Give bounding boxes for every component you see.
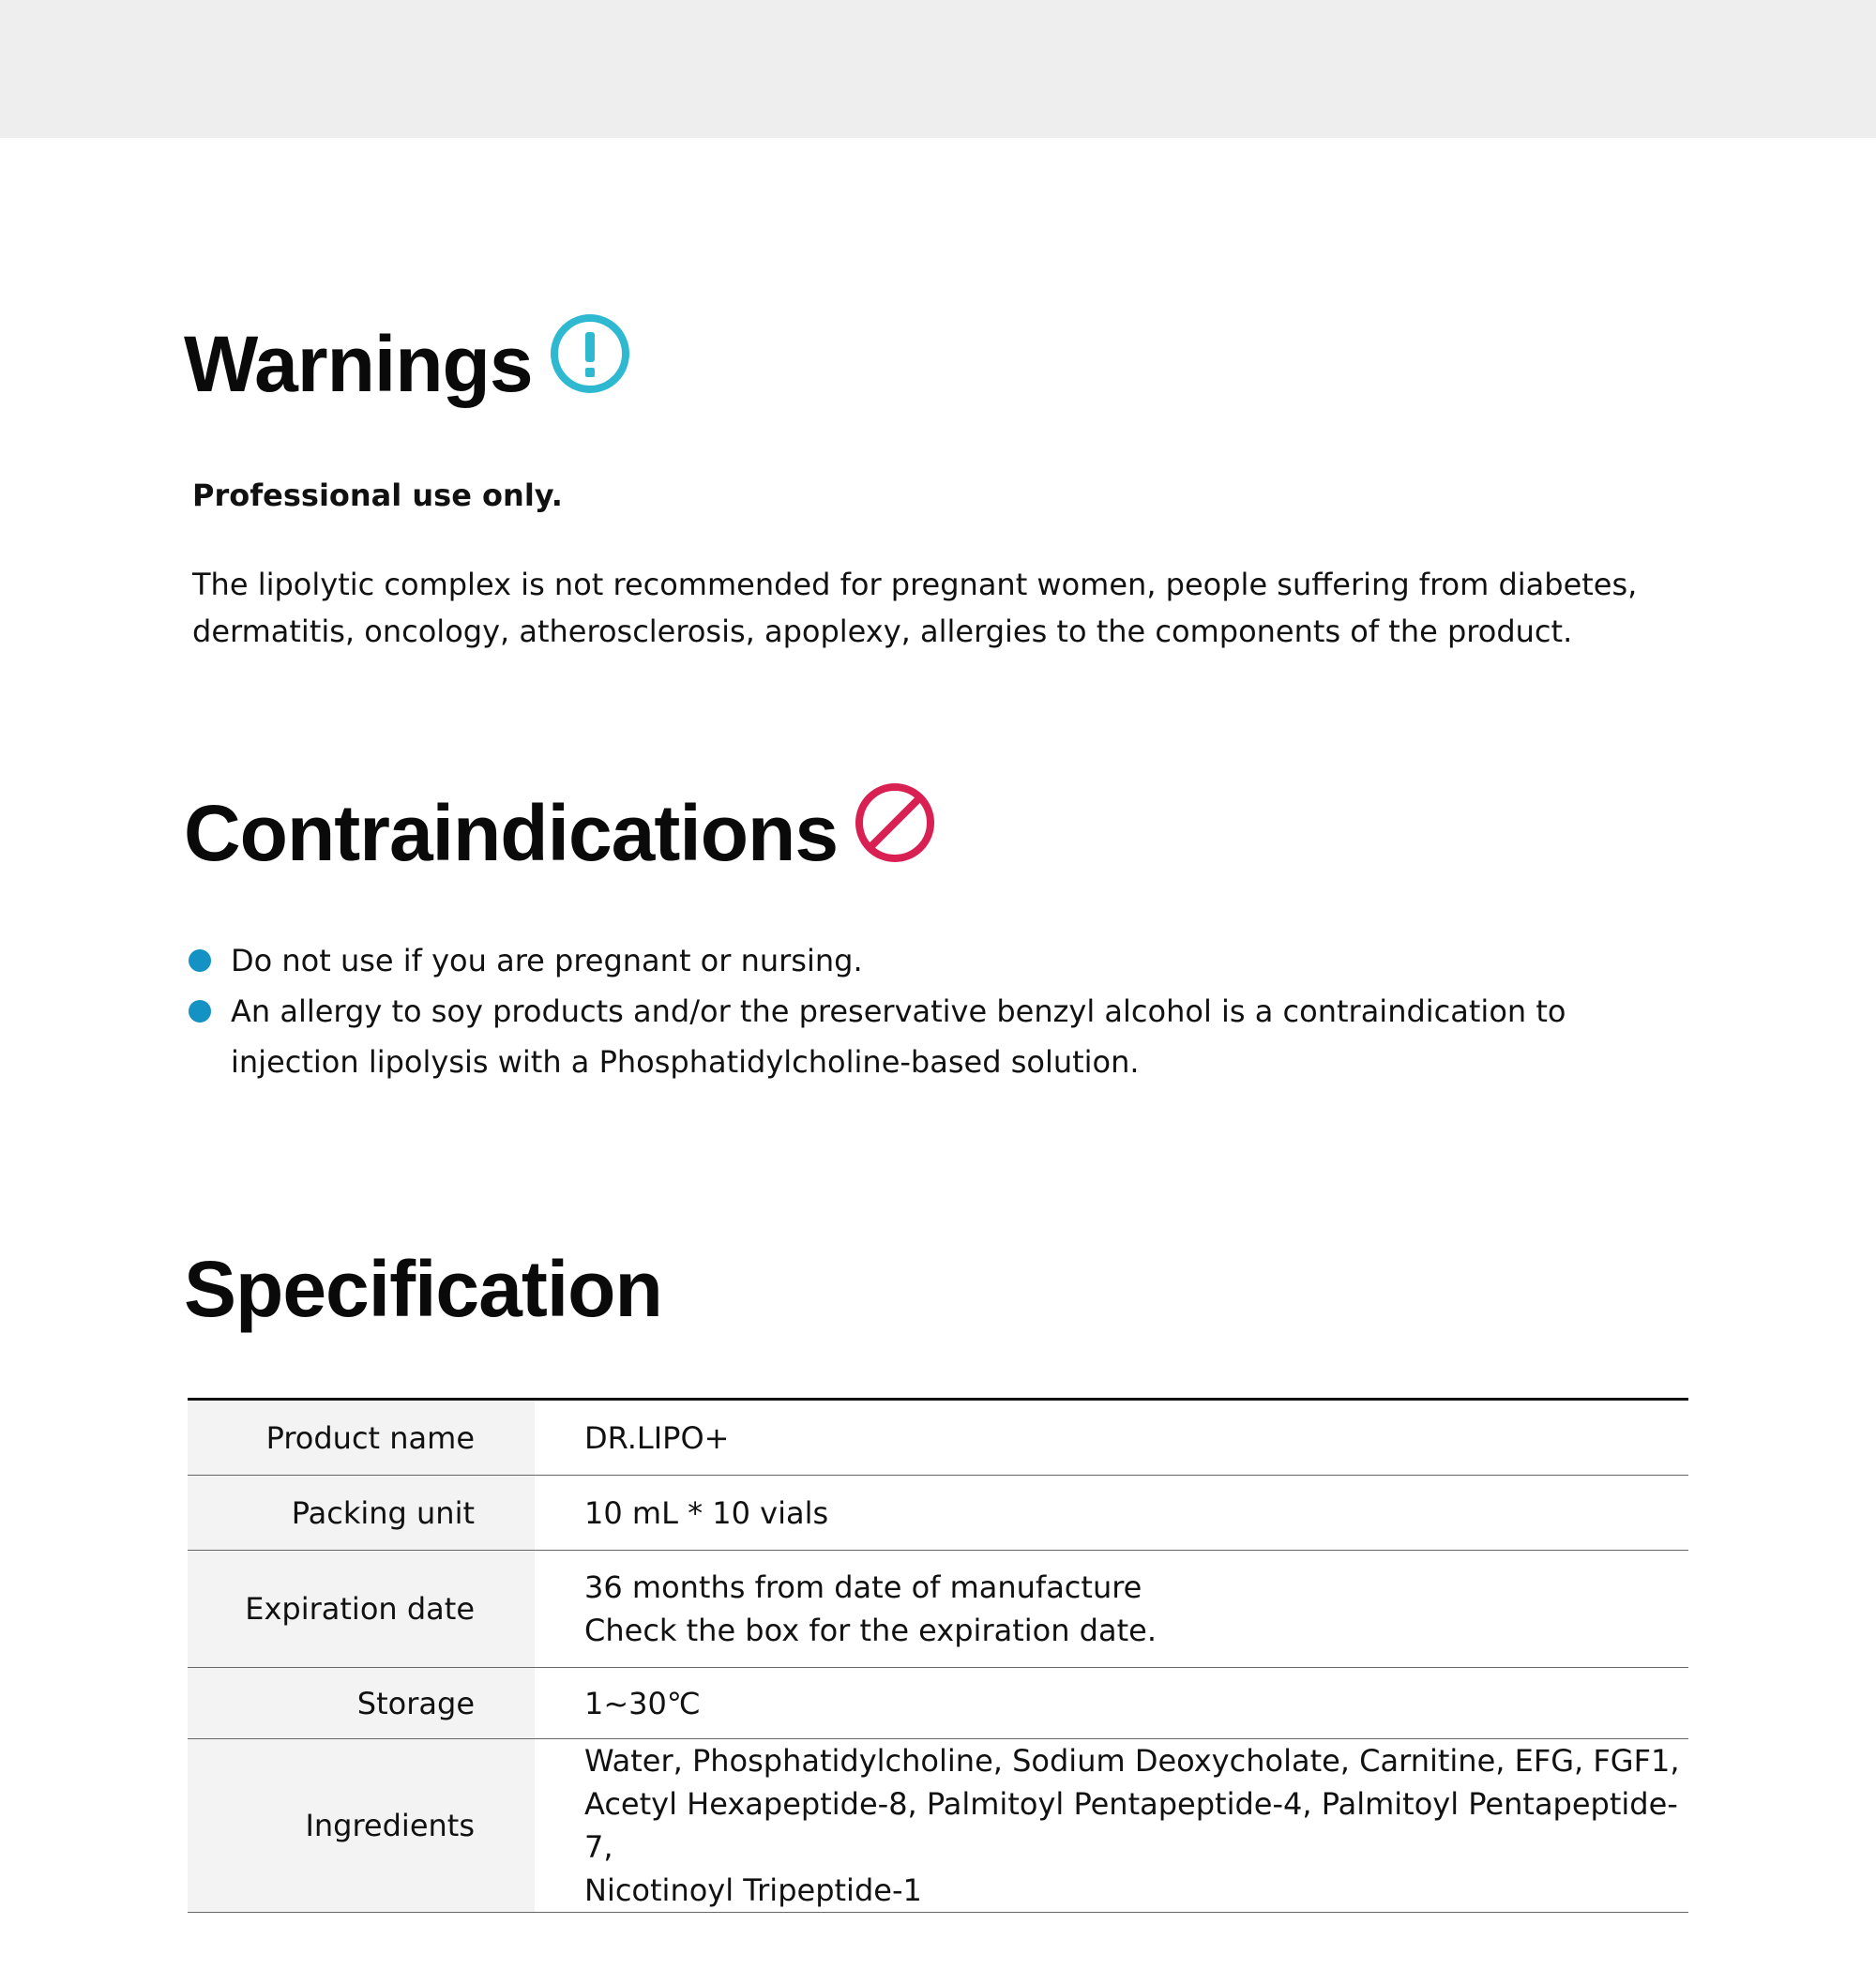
- value-line: 1~30℃: [584, 1685, 701, 1721]
- value-line: Acetyl Hexapeptide-8, Palmitoyl Pentapeptide-4, Palmitoyl Pentapeptide-7,: [584, 1786, 1678, 1865]
- value-line: 36 months from date of manufacture: [584, 1569, 1142, 1605]
- row-label: Storage: [188, 1668, 535, 1739]
- table-row: [188, 1668, 1688, 1739]
- value-line: DR.LIPO+: [584, 1419, 730, 1456]
- row-label: Ingredients: [188, 1739, 535, 1913]
- warnings-paragraph: The lipolytic complex is not recommended for pregnant women, people suffering from diabetes, dermatitis, oncology, atherosclerosis, apoplexy, allergies to the components of the product.: [192, 567, 1638, 649]
- list-item: [184, 986, 1685, 1087]
- contraindications-title-text: Contraindications: [184, 788, 839, 877]
- table-row: [188, 1400, 1688, 1476]
- professional-use-note: Professional use only.: [192, 477, 563, 513]
- table-row: [188, 1739, 1688, 1913]
- list-item-text: An allergy to soy products and/or the preservative benzyl alcohol is a contraindication to injection lipolysis with a Phosphatidylcholine-based solution.: [231, 993, 1566, 1080]
- contraindications-list: [184, 935, 1685, 1087]
- table-row: [188, 1476, 1688, 1551]
- row-label: Expiration date: [188, 1551, 535, 1668]
- list-item: [184, 935, 1685, 986]
- warnings-title-text: Warnings: [184, 319, 533, 408]
- specification-heading: [184, 1242, 662, 1336]
- value-line: 10 mL * 10 vials: [584, 1494, 829, 1531]
- specification-title-text: Specification: [184, 1245, 662, 1333]
- value-line: Nicotinoyl Tripeptide-1: [584, 1872, 922, 1908]
- bullet-dot-icon: [189, 949, 211, 972]
- table-row: [188, 1551, 1688, 1668]
- specification-table: [188, 1398, 1688, 1913]
- value-line: Water, Phosphatidylcholine, Sodium Deoxycholate, Carnitine, EFG, FGF1,: [584, 1743, 1680, 1779]
- row-value: [535, 1739, 1688, 1913]
- list-item-text: Do not use if you are pregnant or nursing.: [231, 943, 863, 978]
- value-line: Check the box for the expiration date.: [584, 1613, 1157, 1648]
- row-value: [535, 1551, 1688, 1668]
- prohibited-icon: [855, 782, 935, 883]
- row-value: [535, 1476, 1688, 1551]
- row-value: [535, 1400, 1688, 1476]
- row-label: Packing unit: [188, 1476, 535, 1551]
- bullet-dot-icon: [189, 1000, 211, 1023]
- top-header-band: [0, 0, 1876, 138]
- contraindications-heading: [184, 782, 935, 883]
- row-value: [535, 1668, 1688, 1739]
- row-label: Product name: [188, 1400, 535, 1476]
- exclamation-circle-icon: [550, 313, 630, 414]
- warnings-heading: [184, 313, 630, 414]
